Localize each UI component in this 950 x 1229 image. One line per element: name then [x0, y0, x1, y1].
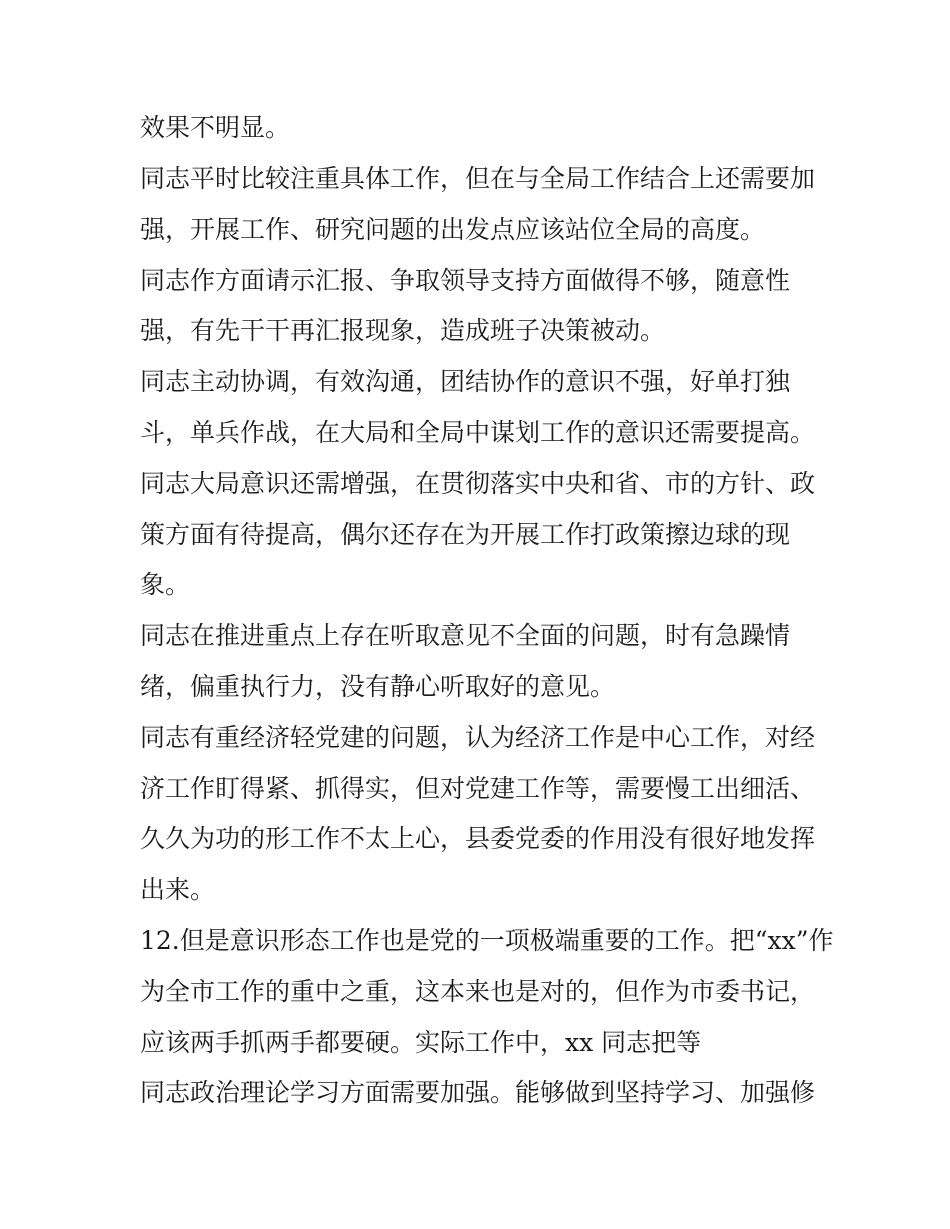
- text-line: 同志政治理论学习方面需要加强。能够做到坚持学习、加强修: [140, 1078, 816, 1107]
- text-line: 应该两手抓两手都要硬。实际工作中，xx 同志把等: [140, 1028, 702, 1057]
- text-line: 为全市工作的重中之重，这本来也是对的，但作为市委书记，: [140, 977, 816, 1006]
- text-line: 同志主动协调，有效沟通，团结协作的意识不强，好单打独: [140, 367, 791, 396]
- text-line: 同志平时比较注重具体工作，但在与全局工作结合上还需要加: [140, 164, 816, 193]
- text-line: 强，有先干干再汇报现象，造成班子决策被动。: [140, 316, 666, 345]
- text-line: 济工作盯得紧、抓得实，但对党建工作等，需要慢工出细活、: [140, 774, 816, 803]
- text-line: 同志作方面请示汇报、争取领导支持方面做得不够，随意性: [140, 266, 791, 295]
- text-line: 同志大局意识还需增强，在贯彻落实中央和省、市的方针、政: [140, 469, 816, 498]
- text-line: 久久为功的形工作不太上心，县委党委的作用没有很好地发挥: [140, 824, 816, 853]
- text-line: 12.但是意识形态工作也是党的一项极端重要的工作。把“xx”作: [140, 926, 834, 955]
- text-line: 象。: [140, 570, 191, 599]
- text-line: 同志在推进重点上存在听取意见不全面的问题，时有急躁情: [140, 621, 791, 650]
- text-line: 策方面有待提高，偶尔还存在为开展工作打政策擦边球的现: [140, 520, 791, 549]
- text-line: 强，开展工作、研究问题的出发点应该站位全局的高度。: [140, 215, 766, 244]
- text-line: 斗，单兵作战，在大局和全局中谋划工作的意识还需要提高。: [140, 418, 816, 447]
- text-line: 同志有重经济轻党建的问题，认为经济工作是中心工作，对经: [140, 723, 816, 752]
- text-line: 出来。: [140, 875, 216, 904]
- text-line: 效果不明显。: [140, 113, 291, 142]
- text-line: 绪，偏重执行力，没有静心听取好的意见。: [140, 672, 616, 701]
